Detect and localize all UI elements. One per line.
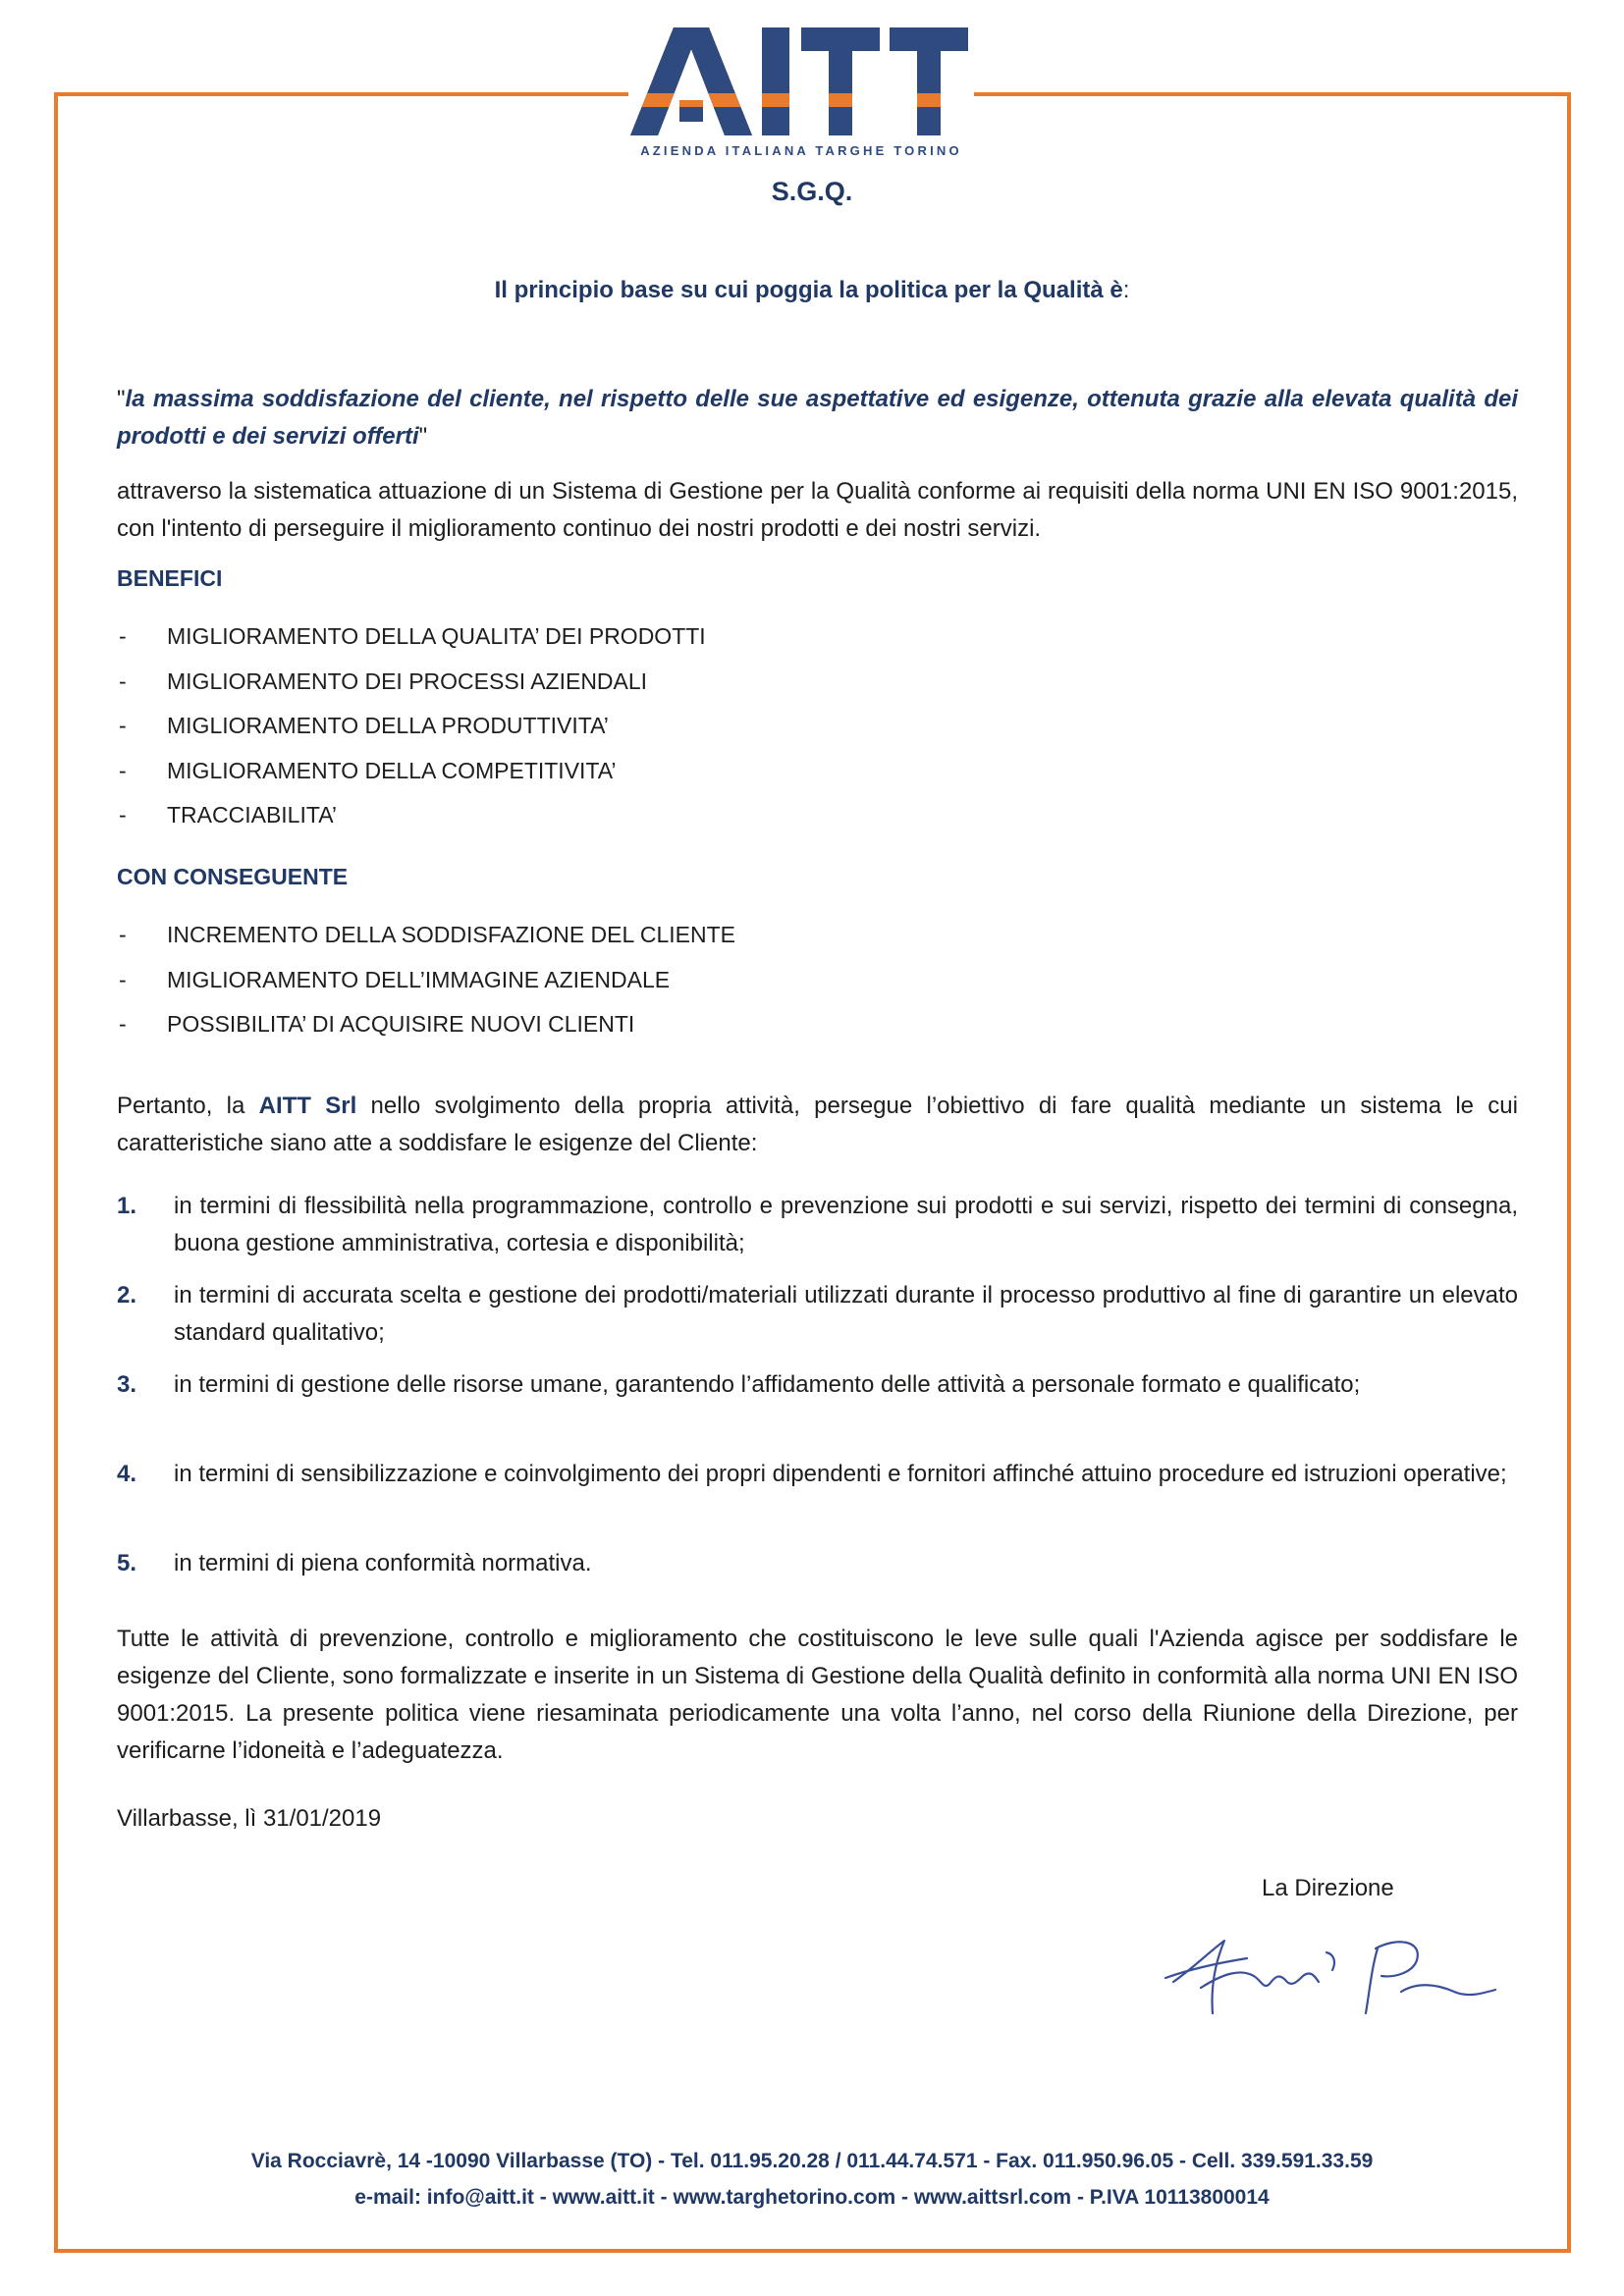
dash-bullet: - (119, 757, 127, 783)
list-item-text: MIGLIORAMENTO DELLA PRODUTTIVITA’ (167, 713, 609, 739)
list-item-text: MIGLIORAMENTO DELLA QUALITA’ DEI PRODOTTI (167, 623, 706, 649)
objective-text: in termini di flessibilità nella programmazione, controllo e prevenzione sui prodotti e sui servizi, rispetto dei termini di consegna, buona gestione amministrativa, cortesia e disponibilità; (174, 1193, 1518, 1256)
conseguente-heading: CON CONSEGUENTE (117, 864, 349, 889)
place-date: Villarbasse, lì 31/01/2019 (117, 1805, 382, 1832)
dash-bullet: - (119, 966, 127, 992)
document-code: S.G.Q. (771, 177, 853, 206)
principle-heading (0, 277, 1624, 304)
benefici-heading: BENEFICI (117, 565, 223, 591)
company-name: AITT Srl (258, 1093, 357, 1119)
objective-text: in termini di accurata scelta e gestione dei prodotti/materiali utilizzati durante il processo produttivo al fine di garantire un elevato standard qualitativo; (174, 1282, 1518, 1346)
principle-heading-colon: : (1122, 277, 1130, 303)
dash-bullet: - (119, 667, 127, 694)
footer-address: Via Rocciavrè, 14 -10090 Villarbasse (TO) - Tel. 011.95.20.28 / 011.44.74.571 - Fax. 011.950.96.05 - Cell. 339.591.33.59 (250, 2150, 1374, 2172)
dash-bullet: - (119, 922, 127, 947)
objective-text: in termini di sensibilizzazione e coinvolgimento dei propri dipendenti e fornitori affinché attuino procedure ed istruzioni operative; (174, 1461, 1507, 1487)
footer-contacts: e-mail: info@aitt.it - www.aitt.it - www.targhetorino.com - www.aittsrl.com - P.IVA 10113800014 (354, 2186, 1270, 2209)
dash-bullet: - (119, 623, 127, 649)
quote-close-mark: " (418, 423, 428, 450)
list-item-text: TRACCIABILITA’ (167, 802, 337, 828)
objective-number: 5. (117, 1550, 137, 1576)
list-item-text: POSSIBILITA’ DI ACQUISIRE NUOVI CLIENTI (167, 1011, 635, 1038)
list-item-text: MIGLIORAMENTO DELL’IMMAGINE AZIENDALE (167, 966, 671, 992)
quote-text: la massima soddisfazione del cliente, nel rispetto delle sue aspettative ed esigenze, ottenuta grazie alla elevata qualità dei prodotti e dei servizi offerti (117, 386, 1518, 450)
principle-heading-text: Il principio base su cui poggia la politica per la Qualità è (494, 277, 1123, 303)
pertanto-rest: nello svolgimento della propria attività, persegue l’obiettivo di fare qualità mediante un sistema le cui caratteristiche siano atte a soddisfare le esigenze del Cliente: (117, 1093, 1518, 1156)
list-item-text: MIGLIORAMENTO DEI PROCESSI AZIENDALI (167, 667, 648, 694)
logo-subtitle: AZIENDA ITALIANA TARGHE TORINO (640, 143, 962, 158)
objective-number: 3. (117, 1371, 137, 1398)
objective-text: in termini di piena conformità normativa. (174, 1550, 592, 1576)
list-item-text: INCREMENTO DELLA SODDISFAZIONE DEL CLIENTE (167, 922, 735, 947)
signatory-title: La Direzione (1262, 1875, 1394, 1901)
logo-mark (628, 20, 974, 141)
list-item-text: MIGLIORAMENTO DELLA COMPETITIVITA’ (167, 757, 617, 783)
objective-number: 4. (117, 1461, 137, 1487)
quote-open-mark: " (117, 386, 126, 412)
company-logo (628, 20, 974, 167)
dash-bullet: - (119, 802, 127, 828)
quality-quote (117, 381, 1518, 455)
pertanto-lead: Pertanto, la (117, 1093, 259, 1119)
objective-number: 1. (117, 1193, 137, 1219)
dash-bullet: - (119, 713, 127, 739)
objective-number: 2. (117, 1282, 137, 1308)
pertanto-paragraph (117, 1088, 1518, 1162)
intro-paragraph: attraverso la sistematica attuazione di un Sistema di Gestione per la Qualità conforme ai requisiti della norma UNI EN ISO 9001:2015, con l'intento di perseguire il miglioramento continuo dei nostri prodotti e dei nostri servizi. (117, 478, 1518, 542)
dash-bullet: - (119, 1011, 127, 1038)
closing-paragraph: Tutte le attività di prevenzione, controllo e miglioramento che costituiscono le leve sulle quali l'Azienda agisce per soddisfare le esigenze del Cliente, sono formalizzate e inserite in un Sistema di Gestione della Qualità definito in conformità alla norma UNI EN ISO 9001:2015. La presente politica viene riesaminata periodicamente una volta l’anno, nel corso della Riunione della Direzione, per verificarne l’idoneità e l’adeguatezza. (117, 1626, 1518, 1764)
handwritten-signature (1154, 1919, 1507, 2027)
objective-text: in termini di gestione delle risorse umane, garantendo l’affidamento delle attività a personale formato e qualificato; (174, 1371, 1361, 1398)
